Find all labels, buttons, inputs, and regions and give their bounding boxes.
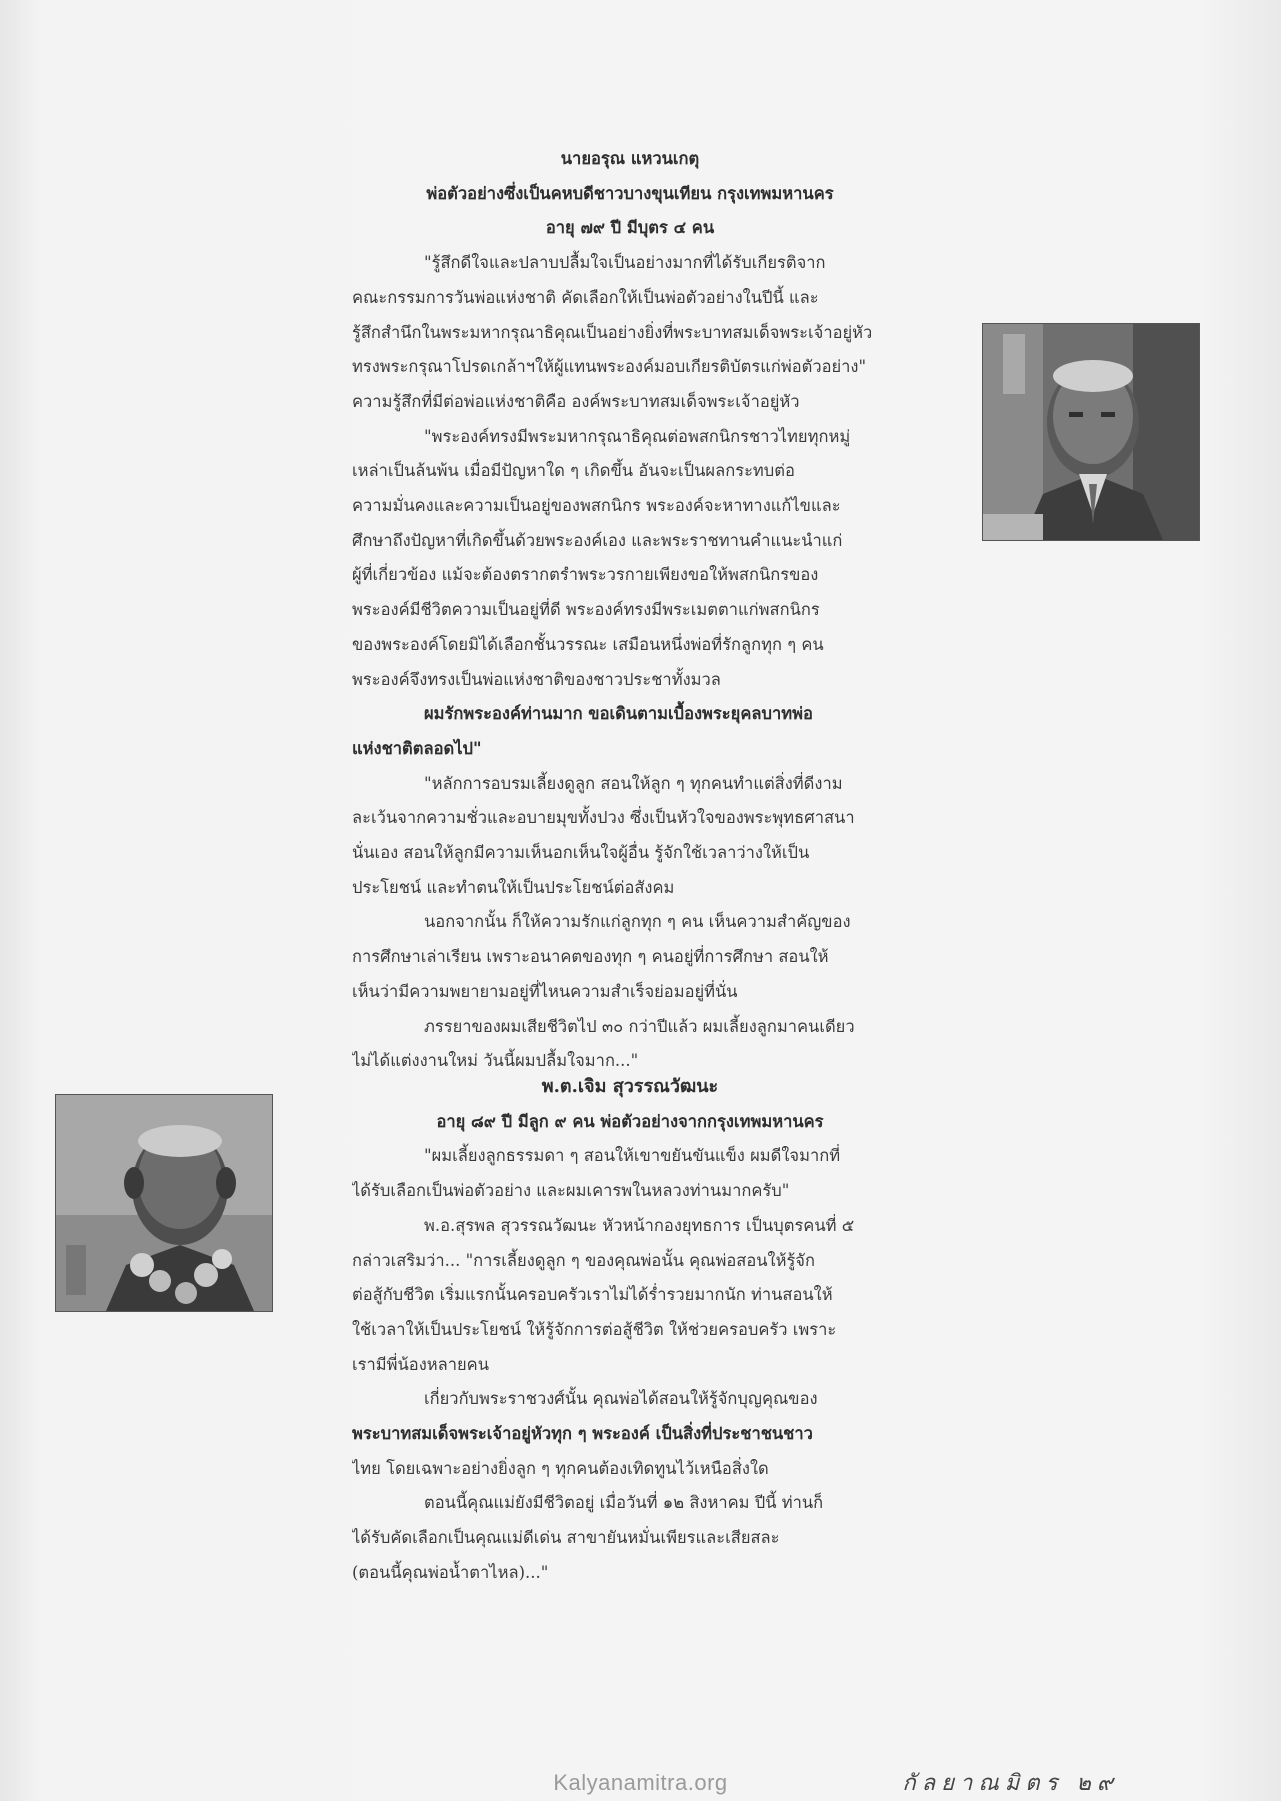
paragraph-line: พระองค์จึงทรงเป็นพ่อแห่งชาติของชาวประชาทั้งมวล [352, 669, 721, 689]
paragraph-line: ตอนนี้คุณแม่ยังมีชีวิตอยู่ เมื่อวันที่ ๑๒ สิงหาคม ปีนี้ ท่านก็ [424, 1493, 824, 1513]
paragraph-line: ได้รับคัดเลือกเป็นคุณแม่ดีเด่น สาขายันหมั่นเพียรและเสียสละ [352, 1528, 780, 1548]
site-watermark: Kalyanamitra.org [553, 1770, 728, 1795]
paragraph-line: ความมั่นคงและความเป็นอยู่ของพสกนิกร พระองค์จะหาทางแก้ไขและ [352, 496, 841, 516]
paragraph-line: ได้รับเลือกเป็นพ่อตัวอย่าง และผมเคารพในหลวงท่านมากครับ" [352, 1181, 790, 1201]
paragraph-line: ไม่ได้แต่งงานใหม่ วันนี้ผมปลื้มใจมาก..." [352, 1051, 639, 1071]
person-age-1: อายุ ๗๙ ปี มีบุตร ๔ คน [545, 218, 715, 238]
paragraph-line: ผู้ที่เกี่ยวข้อง แม้จะต้องตรากตรำพระวรกายเพียงขอให้พสกนิกรของ [352, 565, 819, 585]
paragraph-line: ต่อสู้กับชีวิต เริ่มแรกนั้นครอบครัวเราไม่ได้ร่ำรวยมากนัก ท่านสอนให้ [352, 1285, 833, 1305]
paragraph-line: ของพระองค์โดยมิได้เลือกชั้นวรรณะ เสมือนหนึ่งพ่อที่รักลูกทุก ๆ คน [352, 634, 824, 654]
paragraph-line: เกี่ยวกับพระราชวงศ์นั้น คุณพ่อได้สอนให้รู้จักบุญคุณของ [424, 1389, 818, 1409]
paragraph-line: ละเว้นจากความชั่วและอบายมุขทั้งปวง ซึ่งเป็นหัวใจของพระพุทธศาสนา [352, 808, 855, 828]
paragraph-line: นอกจากนั้น ก็ให้ความรักแก่ลูกทุก ๆ คน เห็นความสำคัญของ [424, 912, 851, 932]
paragraph-line: ใช้เวลาให้เป็นประโยชน์ ให้รู้จักการต่อสู้ชีวิต ให้ช่วยครอบครัว เพราะ [352, 1319, 837, 1339]
paragraph-line: ประโยชน์ และทำตนให้เป็นประโยชน์ต่อสังคม [352, 877, 675, 897]
paragraph-line: ไทย โดยเฉพาะอย่างยิ่งลูก ๆ ทุกคนต้องเทิดทูนไว้เหนือสิ่งใด [352, 1458, 769, 1478]
paragraph-line: "รู้สึกดีใจและปลาบปลื้มใจเป็นอย่างมากที่ได้รับเกียรติจาก [424, 253, 826, 273]
paragraph-line: รู้สึกสำนึกในพระมหากรุณาธิคุณเป็นอย่างยิ่งที่พระบาทสมเด็จพระเจ้าอยู่หัว [352, 322, 873, 342]
paragraph-line-bold: แห่งชาติตลอดไป" [352, 738, 482, 758]
paragraph-line: พ.อ.สุรพล สุวรรณวัฒนะ หัวหน้ากองยุทธการ เป็นบุตรคนที่ ๕ [424, 1215, 855, 1235]
paragraph-line: การศึกษาเล่าเรียน เพราะอนาคตของทุก ๆ คนอยู่ที่การศึกษา สอนให้ [352, 947, 829, 967]
section-2 [352, 1070, 908, 1591]
page-footer-title: กัลยาณมิตร ๒๙ [902, 1771, 1119, 1796]
paragraph-line: "ผมเลี้ยงลูกธรรมดา ๆ สอนให้เขาขยันขันแข็ง ผมดีใจมากที่ [424, 1146, 841, 1166]
person-age-2: อายุ ๘๙ ปี มีลูก ๙ คน พ่อตัวอย่างจากกรุงเทพมหานคร [436, 1111, 824, 1131]
paragraph-line: เห็นว่ามีความพยายามอยู่ที่ไหนความสำเร็จย่อมอยู่ที่นั่น [352, 981, 738, 1001]
portrait-photo-1 [982, 323, 1200, 541]
paragraph-line: ทรงพระกรุณาโปรดเกล้าฯให้ผู้แทนพระองค์มอบเกียรติบัตรแก่พ่อตัวอย่าง" [352, 357, 867, 377]
paragraph-line: "พระองค์ทรงมีพระมหากรุณาธิคุณต่อพสกนิกรชาวไทยทุกหมู่ [424, 426, 851, 446]
portrait-photo-2 [55, 1094, 273, 1312]
paragraph-line: "หลักการอบรมเลี้ยงดูลูก สอนให้ลูก ๆ ทุกคนทำแต่สิ่งที่ดีงาม [424, 773, 843, 793]
paragraph-line: เรามีพี่น้องหลายคน [352, 1354, 490, 1374]
paragraph-line: ศึกษาถึงปัญหาที่เกิดขึ้นด้วยพระองค์เอง และพระราชทานคำแนะนำแก่ [352, 530, 843, 550]
portrait-image-1 [983, 324, 1199, 540]
paragraph-line: พระองค์มีชีวิตความเป็นอยู่ที่ดี พระองค์ทรงมีพระเมตตาแก่พสกนิกร [352, 600, 820, 620]
person-name-1: นายอรุณ แหวนเกตุ [560, 149, 700, 168]
paragraph-line: นั่นเอง สอนให้ลูกมีความเห็นอกเห็นใจผู้อื่น รู้จักใช้เวลาว่างให้เป็น [352, 843, 810, 863]
paragraph-line: ความรู้สึกที่มีต่อพ่อแห่งชาติคือ องค์พระบาทสมเด็จพระเจ้าอยู่หัว [352, 391, 800, 411]
paragraph-line: เหล่าเป็นล้นพ้น เมื่อมีปัญหาใด ๆ เกิดขึ้น อันจะเป็นผลกระทบต่อ [352, 461, 795, 481]
paragraph-line: ภรรยาของผมเสียชีวิตไป ๓๐ กว่าปีแล้ว ผมเลี้ยงลูกมาคนเดียว [424, 1016, 855, 1036]
paragraph-line-bold: พระบาทสมเด็จพระเจ้าอยู่หัวทุก ๆ พระองค์ เป็นสิ่งที่ประชาชนชาว [352, 1424, 813, 1444]
section-1 [352, 142, 908, 1079]
paragraph-line: กล่าวเสริมว่า... "การเลี้ยงดูลูก ๆ ของคุณพ่อนั้น คุณพ่อสอนให้รู้จัก [352, 1250, 815, 1270]
person-name-2: พ.ต.เจิม สุวรรณวัฒนะ [541, 1076, 719, 1097]
person-subtitle-1: พ่อตัวอย่างซึ่งเป็นคหบดีชาวบางขุนเทียน กรุงเทพมหานคร [426, 183, 834, 203]
paragraph-line: คณะกรรมการวันพ่อแห่งชาติ คัดเลือกให้เป็นพ่อตัวอย่างในปีนี้ และ [352, 287, 819, 307]
portrait-image-2 [56, 1095, 272, 1311]
paragraph-line: (ตอนนี้คุณพ่อน้ำตาไหล)..." [352, 1562, 549, 1582]
paragraph-line-bold: ผมรักพระองค์ท่านมาก ขอเดินตามเบื้องพระยุคลบาทพ่อ [424, 704, 813, 724]
